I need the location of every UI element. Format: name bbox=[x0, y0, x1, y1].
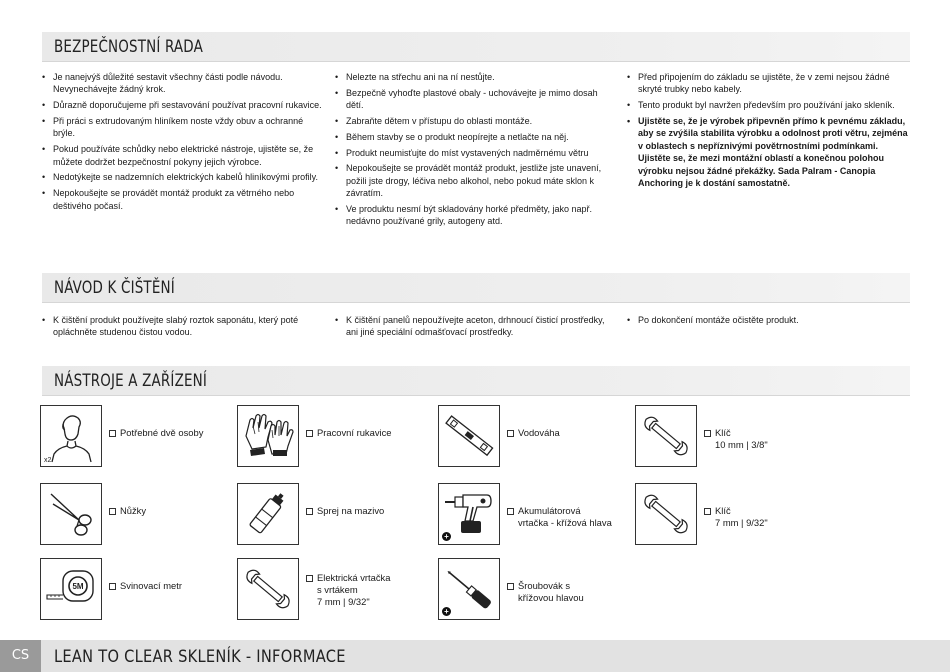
list-item: • K čištění produkt používejte slabý roztok saponátu, který poté opláchněte studenou čistou vodou. bbox=[42, 314, 322, 339]
checkbox[interactable] bbox=[109, 583, 116, 590]
checkbox[interactable] bbox=[306, 575, 313, 582]
tool-label: Šroubovák s bbox=[518, 580, 571, 591]
spray-can-icon bbox=[238, 484, 298, 544]
safety-column-3 bbox=[627, 71, 909, 193]
tool-label: Nůžky bbox=[120, 505, 147, 516]
tool-label-line2: s vrtákem bbox=[317, 584, 358, 595]
list-item: • Bezpečně vyhoďte plastové obaly - uchovávejte je mimo dosah dětí. bbox=[335, 87, 615, 112]
list-item: • Nepokoušejte se provádět montáž produkt za větrného nebo deštivého počasí. bbox=[42, 187, 322, 212]
checkbox[interactable] bbox=[507, 583, 514, 590]
cleaning-column-1 bbox=[42, 314, 322, 342]
tape-measure-icon bbox=[41, 559, 101, 619]
page-footer bbox=[0, 640, 950, 672]
list-item: • Ve produktu nesmí být skladovány horké předměty, jako např. nedávno používané grily, autogeny atd. bbox=[335, 203, 615, 228]
spirit-level-icon bbox=[439, 406, 499, 466]
tool-size: 7 mm | 9/32" bbox=[715, 517, 768, 528]
plus-icon: + bbox=[442, 607, 451, 616]
list-item: • Během stavby se o produkt neopírejte a netlačte na něj. bbox=[335, 131, 615, 143]
list-item: • Nedotýkejte se nadzemních elektrických kabelů hliníkovými profily. bbox=[42, 171, 322, 183]
list-item: • Tento produkt byl navržen především pro používání jako skleník. bbox=[627, 99, 909, 111]
tool-size: 10 mm | 3/8" bbox=[715, 439, 768, 450]
tool-label: Akumulátorová bbox=[518, 505, 581, 516]
cleaning-column-3 bbox=[627, 314, 907, 330]
drill-bit-icon bbox=[238, 559, 298, 619]
quantity-badge: x2 bbox=[44, 457, 52, 464]
tool-label: Klíč bbox=[715, 427, 731, 438]
list-item: • Produkt neumisťujte do míst vystavených nadměrnému větru bbox=[335, 147, 615, 159]
checkbox[interactable] bbox=[704, 430, 711, 437]
list-item: • Nelezte na střechu ani na ní nestůjte. bbox=[335, 71, 615, 83]
checkbox[interactable] bbox=[306, 508, 313, 515]
footer-title: LEAN TO CLEAR SKLENÍK - INFORMACE bbox=[54, 647, 346, 667]
list-item: • Pokud používáte schůdky nebo elektrické nástroje, ujistěte se, že můžete dodržet bezpečnostní pokyny jejich výrobce. bbox=[42, 143, 322, 168]
tool-label: Elektrická vrtačka bbox=[317, 572, 391, 583]
tools-section-header bbox=[42, 366, 910, 396]
plus-icon: + bbox=[442, 532, 451, 541]
tool-label: Svinovací metr bbox=[120, 580, 182, 591]
tool-label: Pracovní rukavice bbox=[317, 427, 392, 438]
cleaning-section-header bbox=[42, 273, 910, 303]
checkbox[interactable] bbox=[704, 508, 711, 515]
tool-label: Vodováha bbox=[518, 427, 560, 438]
list-item: • Je nanejvýš důležité sestavit všechny části podle návodu. Nevynechávejte žádný krok. bbox=[42, 71, 322, 96]
checkbox[interactable] bbox=[109, 508, 116, 515]
gloves-icon bbox=[238, 406, 298, 466]
list-item: • K čištění panelů nepoužívejte aceton, drhnoucí čisticí prostředky, ani jiné speciální odmašťovací prostředky. bbox=[335, 314, 615, 339]
checkbox[interactable] bbox=[306, 430, 313, 437]
tool-size: 7 mm | 9/32" bbox=[317, 596, 370, 607]
cleaning-title: NÁVOD K ČIŠTĚNÍ bbox=[54, 278, 175, 298]
safety-column-1 bbox=[42, 71, 322, 215]
safety-section-header bbox=[42, 32, 910, 62]
safety-title: BEZPEČNOSTNÍ RADA bbox=[54, 37, 203, 57]
scissors-icon bbox=[41, 484, 101, 544]
language-tab: CS bbox=[0, 640, 41, 672]
tool-label: Klíč bbox=[715, 505, 731, 516]
list-item: • Zabraňte dětem v přístupu do oblasti montáže. bbox=[335, 115, 615, 127]
wrench-icon bbox=[636, 484, 696, 544]
list-item: • Před připojením do základu se ujistěte, že v zemi nejsou žádné skryté trubky nebo kabely. bbox=[627, 71, 909, 96]
tool-label-line2: křížovou hlavou bbox=[518, 592, 584, 603]
tool-label-line2: vrtačka - křížová hlava bbox=[518, 517, 612, 528]
list-item: • Důrazně doporučujeme při sestavování používat pracovní rukavice. bbox=[42, 99, 322, 111]
safety-column-2 bbox=[335, 71, 615, 231]
checkbox[interactable] bbox=[507, 508, 514, 515]
tape-label: 5M bbox=[72, 582, 84, 591]
tool-label: Potřebné dvě osoby bbox=[120, 427, 204, 438]
list-item: • Nepokoušejte se provádět montáž produkt, jestliže jste unavení, požili jste drogy, léčiva nebo alkohol, nebo pokud máte sklon k závratím. bbox=[335, 162, 615, 199]
tool-label: Sprej na mazivo bbox=[317, 505, 385, 516]
tools-title: NÁSTROJE A ZAŘÍZENÍ bbox=[54, 371, 208, 391]
checkbox[interactable] bbox=[109, 430, 116, 437]
list-item: • Při práci s extrudovaným hliníkem noste vždy obuv a ochranné brýle. bbox=[42, 115, 322, 140]
checkbox[interactable] bbox=[507, 430, 514, 437]
cleaning-column-2 bbox=[335, 314, 615, 342]
list-item: • Po dokončení montáže očistěte produkt. bbox=[627, 314, 907, 326]
anchoring-warning: • Ujistěte se, že je výrobek připevněn přímo k pevnému základu, aby se zvýšila stabilita výrobku a odolnost proti větru, zejména v oblastech s nepříznivými povětrnostními podmínkami. Ujistěte se, že mezi montážní oblastí a konečnou polohou výrobku nejsou žádné překážky. Sada Palram - Canopia Anchoring je k dostání samostatně. bbox=[627, 115, 909, 189]
wrench-icon bbox=[636, 406, 696, 466]
